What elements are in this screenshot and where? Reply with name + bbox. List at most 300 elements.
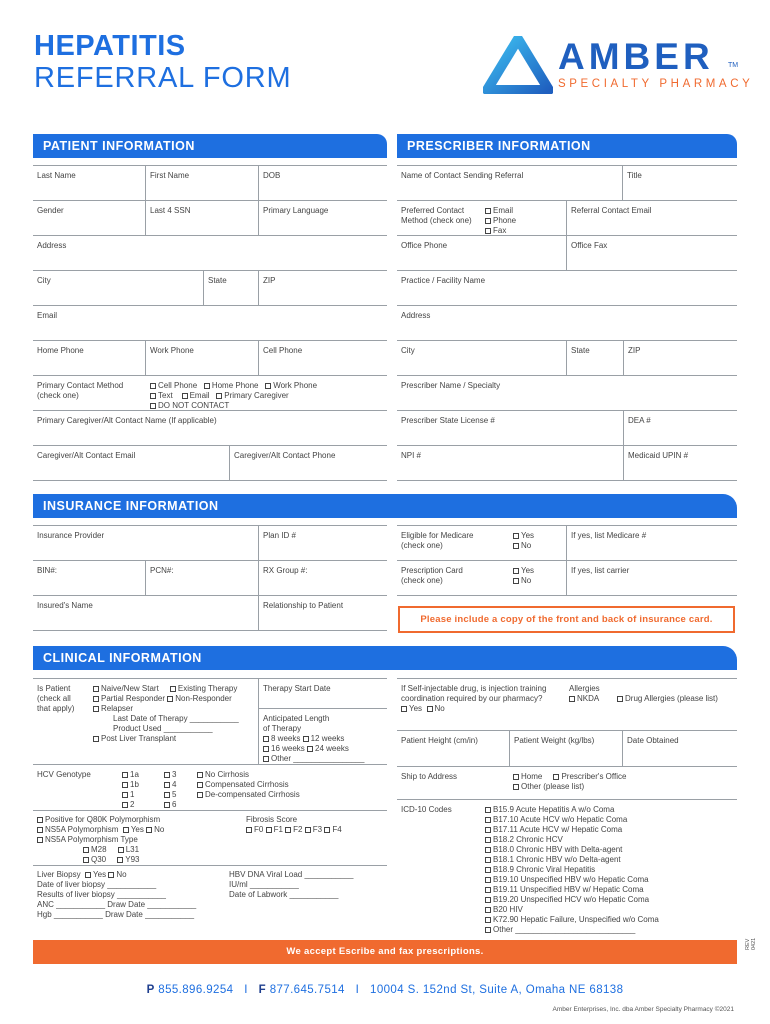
checkbox[interactable] bbox=[485, 927, 491, 933]
checkbox[interactable] bbox=[37, 817, 43, 823]
product-used[interactable]: Product Used ___________ bbox=[113, 724, 213, 733]
q30-option[interactable] bbox=[83, 855, 106, 864]
checkbox[interactable] bbox=[93, 736, 99, 742]
icd10-code-option[interactable] bbox=[485, 805, 659, 815]
other-length-option[interactable] bbox=[263, 754, 383, 764]
prescriber-name-label: Prescriber Name / Specialty bbox=[401, 381, 501, 390]
checkbox[interactable] bbox=[167, 696, 173, 702]
dea-field[interactable] bbox=[624, 411, 737, 446]
pref-phone-option[interactable] bbox=[485, 216, 516, 226]
contact-dnc-option[interactable] bbox=[150, 401, 229, 410]
height-field[interactable] bbox=[397, 731, 510, 767]
work-phone-field[interactable] bbox=[146, 341, 259, 376]
icd10-code-label: B15.9 Acute Hepatitis A w/o Coma bbox=[493, 805, 615, 814]
insurance-info-header: INSURANCE INFORMATION bbox=[33, 494, 737, 518]
first-name-field[interactable] bbox=[146, 166, 259, 201]
option-label: Other (please list) bbox=[521, 782, 585, 791]
option-label: 2 bbox=[130, 800, 135, 809]
checkbox[interactable] bbox=[164, 802, 170, 808]
option-label: Home bbox=[521, 772, 543, 781]
genotype-3-option[interactable] bbox=[164, 770, 176, 780]
option-label: No Cirrhosis bbox=[205, 770, 250, 779]
checkbox[interactable] bbox=[204, 383, 210, 389]
checkbox[interactable] bbox=[485, 807, 491, 813]
bin-label: BIN#: bbox=[37, 566, 58, 575]
option-label: 6 bbox=[172, 800, 177, 809]
checkbox[interactable] bbox=[307, 746, 313, 752]
contact-text-option[interactable] bbox=[150, 391, 173, 400]
nonresponder-option[interactable] bbox=[167, 694, 231, 703]
option-label: Yes bbox=[521, 566, 535, 575]
icd10-row bbox=[397, 800, 737, 935]
carrier-field[interactable] bbox=[567, 561, 737, 596]
hbv-dna-field[interactable]: HBV DNA Viral Load ___________ bbox=[229, 870, 354, 879]
checkbox[interactable] bbox=[569, 696, 575, 702]
state-license-label: Prescriber State License # bbox=[401, 416, 495, 425]
checkbox[interactable] bbox=[303, 736, 309, 742]
caregiver-email-label: Caregiver/Alt Contact Email bbox=[37, 451, 136, 460]
biopsy-no-option[interactable] bbox=[108, 870, 126, 879]
checkbox[interactable] bbox=[553, 774, 559, 780]
checkbox[interactable] bbox=[305, 827, 311, 833]
fax-number[interactable]: 877.645.7514 bbox=[269, 984, 345, 996]
patient-info-grid bbox=[33, 165, 387, 470]
last4ssn-label: Last 4 SSN bbox=[150, 206, 191, 215]
ship-to-row bbox=[397, 767, 737, 800]
checkbox[interactable] bbox=[83, 847, 89, 853]
icd10-code-option[interactable] bbox=[485, 925, 659, 935]
self-inj-yes-option[interactable] bbox=[401, 704, 422, 713]
option-label: 16 weeks bbox=[271, 744, 305, 753]
checkbox[interactable] bbox=[485, 917, 491, 923]
prescriber-address-field[interactable] bbox=[397, 306, 737, 341]
patient-address-field[interactable] bbox=[33, 236, 387, 271]
option-label: Yes bbox=[521, 531, 535, 540]
prescriber-zip-field[interactable] bbox=[624, 341, 737, 376]
genotype-5-option[interactable] bbox=[164, 790, 176, 800]
checkbox[interactable] bbox=[485, 817, 491, 823]
patient-status-row bbox=[33, 679, 259, 765]
checkbox[interactable] bbox=[485, 827, 491, 833]
icd10-code-option[interactable] bbox=[485, 855, 659, 865]
date-biopsy-field[interactable]: Date of liver biopsy ___________ bbox=[37, 880, 157, 889]
checkbox[interactable] bbox=[485, 218, 491, 224]
primary-language-field[interactable] bbox=[259, 201, 387, 236]
last-name-field[interactable] bbox=[33, 166, 146, 201]
plan-id-field[interactable] bbox=[259, 526, 387, 561]
results-biopsy-field[interactable]: Results of liver biopsy ___________ bbox=[37, 890, 166, 899]
icd10-code-label: B18.1 Chronic HBV w/o Delta-agent bbox=[493, 855, 621, 864]
height-label: Patient Height (cm/in) bbox=[401, 736, 478, 745]
insurance-provider-field[interactable] bbox=[33, 526, 259, 561]
checkbox[interactable] bbox=[401, 706, 407, 712]
option-label: No bbox=[521, 576, 532, 585]
existing-option[interactable] bbox=[170, 684, 237, 693]
checkbox[interactable] bbox=[266, 827, 272, 833]
ns5a-no-option[interactable] bbox=[146, 825, 164, 834]
ship-other-option[interactable] bbox=[513, 782, 626, 792]
drug-allergies-option[interactable] bbox=[617, 694, 718, 703]
revision-code: REV 0421 bbox=[745, 937, 757, 950]
preferred-contact-label: Preferred Contact bbox=[401, 206, 465, 215]
referral-email-label: Referral Contact Email bbox=[571, 206, 652, 215]
office-fax-label: Office Fax bbox=[571, 241, 608, 250]
contact-footer bbox=[0, 984, 770, 996]
m28-option[interactable] bbox=[83, 845, 107, 854]
option-label: M28 bbox=[91, 845, 107, 854]
checkbox[interactable] bbox=[122, 772, 128, 778]
contact-caregiver-option[interactable] bbox=[216, 391, 288, 400]
naive-option[interactable] bbox=[93, 684, 159, 693]
checkbox[interactable] bbox=[150, 393, 156, 399]
option-label: Existing Therapy bbox=[177, 684, 238, 693]
checkbox[interactable] bbox=[118, 847, 124, 853]
option-label: F2 bbox=[293, 825, 303, 834]
option-label: NKDA bbox=[577, 694, 600, 703]
patient-email-field[interactable] bbox=[33, 306, 387, 341]
option-label: Home Phone bbox=[211, 381, 259, 390]
checkbox[interactable] bbox=[83, 857, 89, 863]
checkbox[interactable] bbox=[285, 827, 291, 833]
fax-prefix: F bbox=[258, 984, 267, 996]
icd10-code-option[interactable] bbox=[485, 875, 659, 885]
icd10-code-label: B17.10 Acute HCV w/o Hepatic Coma bbox=[493, 815, 628, 824]
npi-field[interactable] bbox=[397, 446, 624, 481]
caregiver-email-field[interactable] bbox=[33, 446, 230, 481]
option-label: Phone bbox=[493, 216, 517, 225]
weight-field[interactable] bbox=[510, 731, 623, 767]
medicare-yes-option[interactable] bbox=[513, 531, 534, 541]
option-label: No bbox=[434, 704, 445, 713]
checkbox[interactable] bbox=[122, 802, 128, 808]
option-label: Fax bbox=[493, 226, 507, 235]
checkbox[interactable] bbox=[513, 543, 519, 549]
rx-card-check-one: (check one) bbox=[401, 576, 443, 585]
checkbox[interactable] bbox=[513, 568, 519, 574]
rx-card-no-option[interactable] bbox=[513, 576, 534, 586]
dea-label: DEA # bbox=[628, 416, 651, 425]
prescriber-info-grid bbox=[397, 165, 737, 470]
genotype-row bbox=[33, 765, 387, 811]
f2-option[interactable] bbox=[285, 825, 302, 834]
contact-email-option[interactable] bbox=[182, 391, 210, 400]
icd10-code-option[interactable] bbox=[485, 905, 659, 915]
caregiver-phone-label: Caregiver/Alt Contact Phone bbox=[234, 451, 336, 460]
genotype-1-option[interactable] bbox=[122, 790, 139, 800]
checkbox[interactable] bbox=[93, 696, 99, 702]
title-label: Title bbox=[627, 171, 642, 180]
insurance-provider-label: Insurance Provider bbox=[37, 531, 105, 540]
hgb-field[interactable]: Hgb ___________ Draw Date ___________ bbox=[37, 910, 195, 919]
checkbox[interactable] bbox=[617, 696, 623, 702]
f4-option[interactable] bbox=[324, 825, 341, 834]
checkbox[interactable] bbox=[485, 228, 491, 234]
checkbox[interactable] bbox=[485, 907, 491, 913]
option-label: Text bbox=[158, 391, 173, 400]
option-label: De-compensated Cirrhosis bbox=[205, 790, 300, 799]
option-label: Yes bbox=[93, 870, 107, 879]
genotype-1a-option[interactable] bbox=[122, 770, 139, 780]
checkbox[interactable] bbox=[265, 383, 271, 389]
prescriber-state-label: State bbox=[571, 346, 590, 355]
last-date-therapy[interactable]: Last Date of Therapy ___________ bbox=[113, 714, 239, 723]
patient-zip-field[interactable] bbox=[259, 271, 387, 306]
option-label: F4 bbox=[332, 825, 342, 834]
genotype-6-option[interactable] bbox=[164, 800, 176, 810]
f1-option[interactable] bbox=[266, 825, 283, 834]
checkbox[interactable] bbox=[485, 887, 491, 893]
icd10-code-option[interactable] bbox=[485, 865, 659, 875]
accept-banner: We accept Escribe and fax prescriptions. bbox=[33, 940, 737, 964]
checkbox[interactable] bbox=[182, 393, 188, 399]
icd10-code-option[interactable] bbox=[485, 885, 659, 895]
checkbox[interactable] bbox=[197, 782, 203, 788]
icd10-label: ICD-10 Codes bbox=[401, 805, 452, 814]
checkbox[interactable] bbox=[164, 772, 170, 778]
checkbox[interactable] bbox=[263, 746, 269, 752]
rx-group-field[interactable] bbox=[259, 561, 387, 596]
l31-option[interactable] bbox=[118, 845, 139, 854]
option-label: Naive/New Start bbox=[101, 684, 159, 693]
caregiver-name-field[interactable] bbox=[33, 411, 387, 446]
form-title-light: REFERRAL FORM bbox=[34, 62, 292, 94]
icd10-code-label: B19.10 Unspecified HBV w/o Hepatic Coma bbox=[493, 875, 649, 884]
prescriber-city-field[interactable] bbox=[397, 341, 567, 376]
checkbox[interactable] bbox=[150, 403, 156, 409]
option-label: Drug Allergies (please list) bbox=[625, 694, 718, 703]
pcn-field[interactable] bbox=[146, 561, 259, 596]
date-obtained-label: Date Obtained bbox=[627, 736, 679, 745]
checkbox[interactable] bbox=[170, 686, 176, 692]
icd10-code-option[interactable] bbox=[485, 895, 659, 905]
logo-subtitle: SPECIALTY PHARMACY bbox=[558, 78, 754, 90]
checkbox[interactable] bbox=[123, 827, 129, 833]
gender-label: Gender bbox=[37, 206, 64, 215]
checkbox[interactable] bbox=[93, 706, 99, 712]
home-phone-field[interactable] bbox=[33, 341, 146, 376]
icd10-code-option[interactable] bbox=[485, 815, 659, 825]
contact-home-option[interactable] bbox=[204, 381, 259, 390]
separator: I bbox=[355, 984, 360, 996]
option-label: NS5A Polymorphism bbox=[45, 825, 119, 834]
checkbox[interactable] bbox=[513, 784, 519, 790]
dob-field[interactable] bbox=[259, 166, 387, 201]
option-label: Compensated Cirrhosis bbox=[205, 780, 289, 789]
prescriber-state-field[interactable] bbox=[567, 341, 624, 376]
medicare-number-field[interactable] bbox=[567, 526, 737, 561]
state-license-field[interactable] bbox=[397, 411, 624, 446]
icd10-code-option[interactable] bbox=[485, 835, 659, 845]
checkbox[interactable] bbox=[513, 774, 519, 780]
checkbox[interactable] bbox=[263, 756, 269, 762]
checkbox[interactable] bbox=[37, 827, 43, 833]
cell-phone-field[interactable] bbox=[259, 341, 387, 376]
rx-card-question: Prescription Card bbox=[401, 566, 463, 575]
office-fax-field[interactable] bbox=[567, 236, 737, 271]
genotype-1b-option[interactable] bbox=[122, 780, 139, 790]
medicare-no-option[interactable] bbox=[513, 541, 534, 551]
genotype-2-option[interactable] bbox=[122, 800, 139, 810]
pref-fax-option[interactable] bbox=[485, 226, 516, 236]
copyright: Amber Enterprises, Inc. dba Amber Specialty Pharmacy ©2021 bbox=[552, 1006, 734, 1013]
checkbox[interactable] bbox=[93, 686, 99, 692]
rx-card-yes-option[interactable] bbox=[513, 566, 534, 576]
insurance-right-grid bbox=[397, 525, 737, 595]
checkbox[interactable] bbox=[85, 872, 91, 878]
practice-name-field[interactable] bbox=[397, 271, 737, 306]
checkbox[interactable] bbox=[150, 383, 156, 389]
contact-work-option[interactable] bbox=[265, 381, 317, 390]
ns5a-type-option[interactable] bbox=[37, 835, 164, 845]
prescriber-name-field[interactable] bbox=[397, 376, 737, 411]
iu-ml-field[interactable]: IU/ml ___________ bbox=[229, 880, 299, 889]
last4ssn-field[interactable] bbox=[146, 201, 259, 236]
labs-row bbox=[33, 866, 387, 935]
contact-cell-option[interactable] bbox=[150, 381, 197, 390]
checkbox[interactable] bbox=[485, 208, 491, 214]
ns5a-option[interactable] bbox=[37, 825, 118, 834]
checkbox[interactable] bbox=[164, 792, 170, 798]
comp-cirrhosis-option[interactable] bbox=[197, 780, 300, 790]
24-weeks-option[interactable] bbox=[307, 744, 349, 753]
16-weeks-option[interactable] bbox=[263, 744, 305, 753]
checkbox[interactable] bbox=[197, 772, 203, 778]
checkbox[interactable] bbox=[117, 857, 123, 863]
gender-field[interactable] bbox=[33, 201, 146, 236]
checkbox[interactable] bbox=[485, 837, 491, 843]
option-label: Prescriber's Office bbox=[561, 772, 627, 781]
option-label: No bbox=[154, 825, 165, 834]
12-weeks-option[interactable] bbox=[303, 734, 345, 743]
self-inj-question-2: coordination required by our pharmacy? bbox=[401, 694, 543, 703]
liver-biopsy-label: Liver Biopsy bbox=[37, 870, 81, 879]
decomp-cirrhosis-option[interactable] bbox=[197, 790, 300, 800]
caregiver-name-label: Primary Caregiver/Alt Contact Name (If applicable) bbox=[37, 416, 217, 425]
icd10-code-list bbox=[485, 805, 659, 935]
allergies-label: Allergies bbox=[569, 684, 600, 693]
relapser-option[interactable] bbox=[93, 704, 239, 714]
checkbox[interactable] bbox=[122, 792, 128, 798]
insurance-card-note: Please include a copy of the front and back of insurance card. bbox=[398, 606, 735, 633]
8-weeks-option[interactable] bbox=[263, 734, 300, 743]
icd10-code-label: B18.9 Chronic Viral Hepatitis bbox=[493, 865, 596, 874]
preferred-contact-check: Method (check one) bbox=[401, 216, 472, 225]
medicaid-label: Medicaid UPIN # bbox=[628, 451, 689, 460]
referral-email-field[interactable] bbox=[567, 201, 737, 236]
relationship-label: Relationship to Patient bbox=[263, 601, 344, 610]
weight-label: Patient Weight (kg/lbs) bbox=[514, 736, 595, 745]
icd10-code-label: B19.20 Unspecified HCV w/o Hepatic Coma bbox=[493, 895, 650, 904]
genotype-4-option[interactable] bbox=[164, 780, 176, 790]
option-label: 8 weeks bbox=[271, 734, 301, 743]
insured-name-field[interactable] bbox=[33, 596, 259, 631]
prescriber-info-header: PRESCRIBER INFORMATION bbox=[397, 134, 737, 158]
checkbox[interactable] bbox=[37, 837, 43, 843]
office-phone-field[interactable] bbox=[397, 236, 567, 271]
practice-name-label: Practice / Facility Name bbox=[401, 276, 486, 285]
checkbox[interactable] bbox=[197, 792, 203, 798]
medicaid-field[interactable] bbox=[624, 446, 737, 481]
clinical-left-grid bbox=[33, 678, 387, 934]
pharmacy-address: 10004 S. 152nd St, Suite A, Omaha NE 68138 bbox=[370, 984, 624, 996]
patient-state-field[interactable] bbox=[204, 271, 259, 306]
icd10-code-option[interactable] bbox=[485, 915, 659, 925]
partial-option[interactable] bbox=[93, 694, 165, 703]
checkbox[interactable] bbox=[246, 827, 252, 833]
option-label: 5 bbox=[172, 790, 177, 799]
checkbox[interactable] bbox=[122, 782, 128, 788]
checkbox[interactable] bbox=[427, 706, 433, 712]
checkbox[interactable] bbox=[485, 847, 491, 853]
title-field[interactable] bbox=[623, 166, 737, 201]
q80k-option[interactable] bbox=[37, 815, 164, 825]
checkbox[interactable] bbox=[513, 578, 519, 584]
ship-to-label: Ship to Address bbox=[401, 772, 458, 781]
ns5a-yes-option[interactable] bbox=[123, 825, 144, 834]
self-inj-no-option[interactable] bbox=[427, 704, 445, 713]
plan-id-label: Plan ID # bbox=[263, 531, 296, 540]
pref-email-option[interactable] bbox=[485, 206, 516, 216]
patient-city-label: City bbox=[37, 276, 51, 285]
post-liver-option[interactable] bbox=[93, 734, 239, 744]
biopsy-yes-option[interactable] bbox=[85, 870, 106, 879]
checkbox[interactable] bbox=[513, 533, 519, 539]
checkbox[interactable] bbox=[146, 827, 152, 833]
icd10-code-label: K72.90 Hepatic Failure, Unspecified w/o Coma bbox=[493, 915, 659, 924]
caregiver-phone-field[interactable] bbox=[230, 446, 387, 481]
self-injectable-row bbox=[397, 679, 737, 731]
nkda-option[interactable] bbox=[569, 694, 599, 703]
relationship-field[interactable] bbox=[259, 596, 387, 631]
contact-name-field[interactable] bbox=[397, 166, 623, 201]
icd10-code-option[interactable] bbox=[485, 825, 659, 835]
option-label: 12 weeks bbox=[310, 734, 345, 743]
checkbox[interactable] bbox=[485, 867, 491, 873]
y93-option[interactable] bbox=[117, 855, 139, 864]
checkbox[interactable] bbox=[164, 782, 170, 788]
option-label: Partial Responder bbox=[101, 694, 166, 703]
no-cirrhosis-option[interactable] bbox=[197, 770, 300, 780]
checkbox[interactable] bbox=[324, 827, 330, 833]
checkbox[interactable] bbox=[216, 393, 222, 399]
checkbox[interactable] bbox=[108, 872, 114, 878]
checkbox[interactable] bbox=[263, 736, 269, 742]
cell-phone-label: Cell Phone bbox=[263, 346, 303, 355]
checkbox[interactable] bbox=[485, 877, 491, 883]
icd10-code-option[interactable] bbox=[485, 845, 659, 855]
home-phone-label: Home Phone bbox=[37, 346, 84, 355]
ship-office-option[interactable] bbox=[553, 772, 626, 781]
form-title-bold: HEPATITIS bbox=[34, 30, 186, 62]
anc-field[interactable]: ANC ___________ Draw Date ___________ bbox=[37, 900, 197, 909]
date-obtained-field[interactable] bbox=[623, 731, 737, 767]
checkbox[interactable] bbox=[485, 897, 491, 903]
icd10-code-label: B18.0 Chronic HBV with Delta-agent bbox=[493, 845, 623, 854]
ship-home-option[interactable] bbox=[513, 772, 542, 781]
therapy-start-cell[interactable] bbox=[259, 679, 387, 765]
patient-city-field[interactable] bbox=[33, 271, 204, 306]
option-label: Cell Phone bbox=[158, 381, 198, 390]
date-labwork-field[interactable]: Date of Labwork ___________ bbox=[229, 890, 339, 899]
f3-option[interactable] bbox=[305, 825, 322, 834]
phone-number[interactable]: 855.896.9254 bbox=[158, 984, 234, 996]
bin-field[interactable] bbox=[33, 561, 146, 596]
checkbox[interactable] bbox=[485, 857, 491, 863]
medicare-question: Eligible for Medicare bbox=[401, 531, 474, 540]
option-label: F1 bbox=[273, 825, 283, 834]
f0-option[interactable] bbox=[246, 825, 263, 834]
hcv-genotype-label: HCV Genotype bbox=[37, 770, 91, 779]
